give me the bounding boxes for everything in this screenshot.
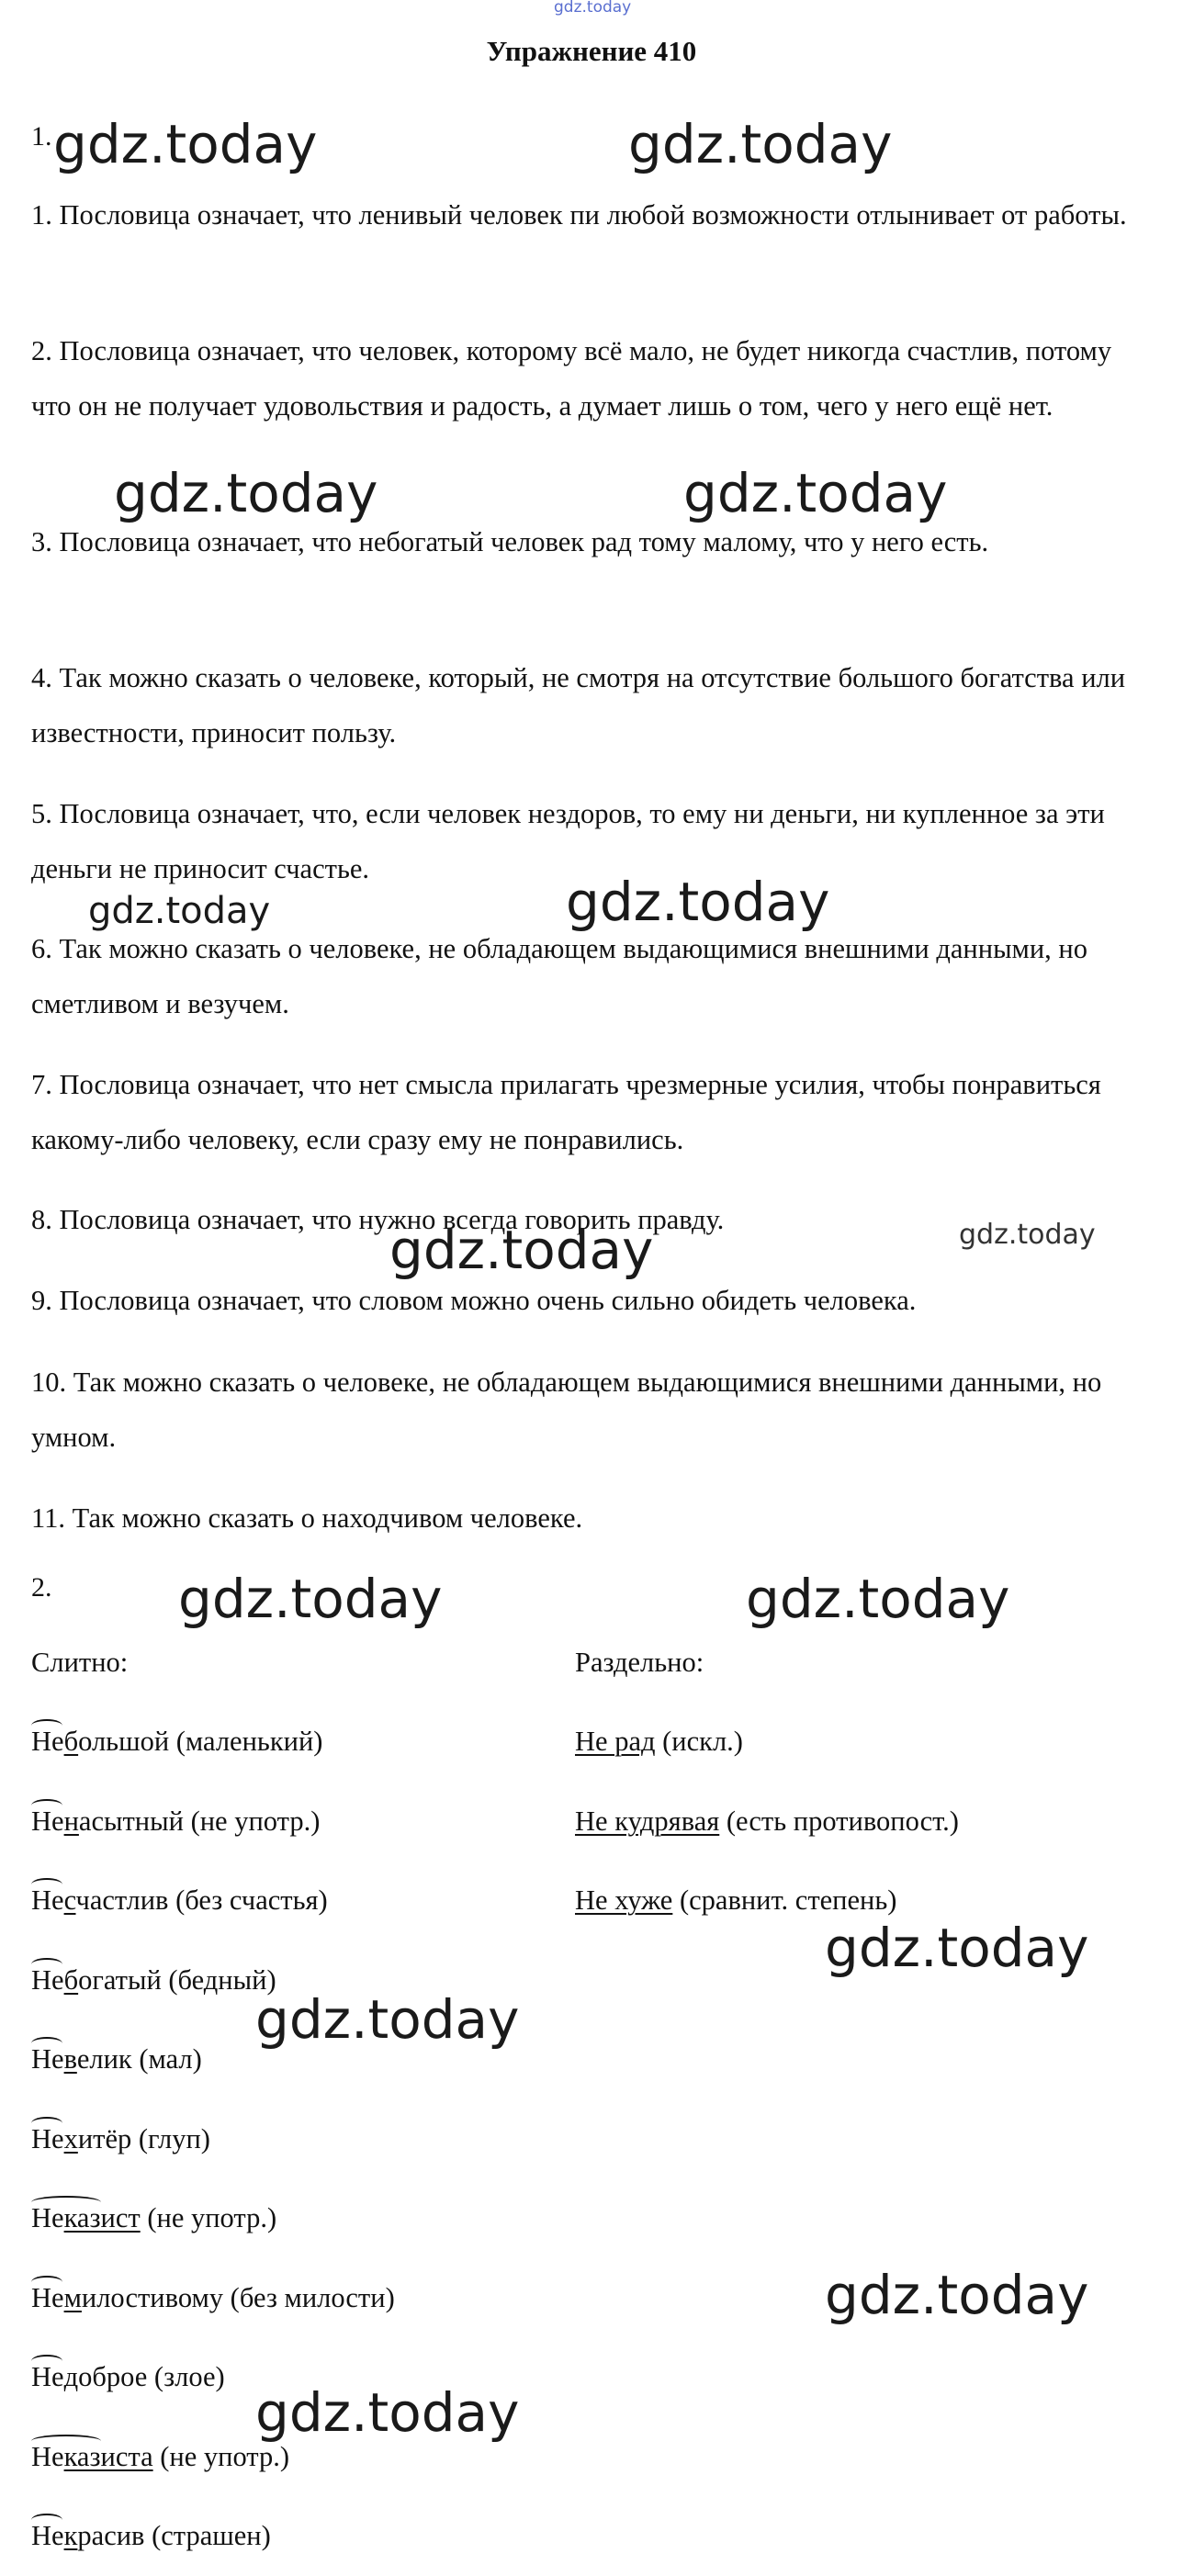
root-letter: к bbox=[63, 2520, 78, 2551]
right-word bbox=[575, 1723, 743, 1760]
word-rest: ольшой (маленький) bbox=[78, 1726, 323, 1757]
prefix-arc: Не bbox=[31, 1723, 64, 1760]
root-letter: с bbox=[63, 1884, 76, 1916]
prefix-arc: Не bbox=[31, 2279, 64, 2316]
right-column-header: Раздельно: bbox=[575, 1647, 704, 1678]
root-letter: м bbox=[63, 2282, 82, 2313]
word-rest: (есть противопост.) bbox=[719, 1805, 959, 1837]
left-word bbox=[31, 1962, 276, 1998]
word-rest: (сравнит. степень) bbox=[672, 1884, 897, 1916]
watermark: gdz.today bbox=[389, 1219, 654, 1281]
answer-4: 4. Так можно сказать о человеке, который, не смотря на отсутствие большого богатства или известности, приносит пользу. bbox=[31, 662, 1126, 748]
left-word bbox=[31, 1803, 320, 1839]
word-rest: оброе (злое) bbox=[78, 2361, 225, 2392]
answer-6: 6. Так можно сказать о человеке, не обладающем выдающимися внешними данными, но сметливом и везучем. bbox=[31, 933, 1088, 1019]
word-rest: расив (страшен) bbox=[77, 2520, 271, 2551]
answer-10: 10. Так можно сказать о человеке, не обладающем выдающимися внешними данными, но умном. bbox=[31, 1367, 1102, 1453]
word-rest: (не употр.) bbox=[152, 2441, 290, 2472]
word-rest: частлив (без счастья) bbox=[75, 1884, 328, 1916]
answer-8: 8. Пословица означает, что нужно всегда говорить правду. bbox=[31, 1204, 725, 1235]
left-word bbox=[31, 2358, 225, 2395]
watermark: gdz.today bbox=[825, 2264, 1089, 2326]
word-rest: огатый (бедный) bbox=[78, 1964, 276, 1996]
right-word bbox=[575, 1803, 959, 1839]
left-word bbox=[31, 2279, 395, 2316]
watermark: gdz.today bbox=[959, 1219, 1096, 1251]
left-column-header: Слитно: bbox=[31, 1647, 129, 1678]
underlined-phrase: Не рад bbox=[575, 1726, 656, 1757]
left-word bbox=[31, 2517, 271, 2554]
prefix-arc: Не bbox=[31, 1803, 64, 1839]
prefix-arc: Не bbox=[31, 2517, 64, 2554]
watermark: gdz.today bbox=[825, 1917, 1089, 1979]
exercise-title: Упражнение 410 bbox=[486, 35, 697, 67]
answer-11: 11. Так можно сказать о находчивом человеке. bbox=[31, 1502, 583, 1534]
answer-2: 2. Пословица означает, что человек, которому всё мало, не будет никогда счастлив, потому что он не получает удовольствия и радость, а думает лишь о том, чего у него ещё нет. bbox=[31, 335, 1112, 422]
watermark: gdz.today bbox=[746, 1568, 1010, 1630]
root-letter: казист bbox=[63, 2202, 141, 2233]
watermark: gdz.today bbox=[255, 1988, 520, 2051]
left-word bbox=[31, 2041, 202, 2077]
word-rest: илостивому (без милости) bbox=[81, 2282, 395, 2313]
watermark: gdz.today bbox=[566, 871, 830, 933]
answer-9: 9. Пословица означает, что словом можно очень сильно обидеть человека. bbox=[31, 1285, 917, 1316]
left-word bbox=[31, 2120, 210, 2157]
left-word bbox=[31, 2438, 289, 2475]
part-1-number: 1. bbox=[31, 121, 52, 152]
prefix-arc: Не bbox=[31, 2438, 64, 2475]
root-letter: казиста bbox=[63, 2441, 153, 2472]
root-letter: в bbox=[63, 2043, 77, 2075]
underlined-phrase: Не хуже bbox=[575, 1884, 673, 1916]
root-letter: б bbox=[63, 1726, 79, 1757]
word-rest: асытный (не употр.) bbox=[78, 1805, 321, 1837]
watermark: gdz.today bbox=[683, 462, 948, 524]
answer-7: 7. Пословица означает, что нет смысла прилагать чрезмерные усилия, чтобы понравиться какому-либо человеку, если сразу ему не понравились. bbox=[31, 1069, 1101, 1155]
prefix-arc: Не bbox=[31, 2120, 64, 2157]
watermark: gdz.today bbox=[628, 113, 893, 175]
left-word bbox=[31, 1882, 328, 1918]
prefix-arc: Не bbox=[31, 1962, 64, 1998]
answer-3: 3. Пословица означает, что небогатый человек рад тому малому, что у него есть. bbox=[31, 526, 989, 557]
root-letter: д bbox=[63, 2361, 79, 2392]
prefix-arc: Не bbox=[31, 2041, 64, 2077]
left-word bbox=[31, 1723, 322, 1760]
answer-5: 5. Пословица означает, что, если человек нездоров, то ему ни деньги, ни купленное за эти деньги не приносит счастье. bbox=[31, 798, 1105, 884]
left-word bbox=[31, 2199, 276, 2236]
underlined-phrase: Не кудрявая bbox=[575, 1805, 720, 1837]
prefix-arc: Не bbox=[31, 1882, 64, 1918]
root-letter: н bbox=[63, 1805, 79, 1837]
watermark: gdz.today bbox=[53, 113, 318, 175]
answer-1: 1. Пословица означает, что ленивый человек пи любой возможности отлынивает от работы. bbox=[31, 199, 1127, 231]
site-watermark-top: gdz.today bbox=[554, 0, 632, 17]
watermark: gdz.today bbox=[114, 462, 378, 524]
part-2-number: 2. bbox=[31, 1572, 52, 1603]
word-rest: елик (мал) bbox=[76, 2043, 202, 2075]
prefix-arc: Не bbox=[31, 2358, 64, 2395]
watermark: gdz.today bbox=[255, 2381, 520, 2444]
prefix-arc: Не bbox=[31, 2199, 64, 2236]
root-letter: х bbox=[63, 2123, 78, 2154]
watermark: gdz.today bbox=[88, 890, 271, 932]
right-word bbox=[575, 1882, 896, 1918]
word-rest: итёр (глуп) bbox=[77, 2123, 210, 2154]
word-rest: (не употр.) bbox=[140, 2202, 277, 2233]
root-letter: б bbox=[63, 1964, 79, 1996]
word-rest: (искл.) bbox=[655, 1726, 743, 1757]
watermark: gdz.today bbox=[178, 1568, 443, 1630]
